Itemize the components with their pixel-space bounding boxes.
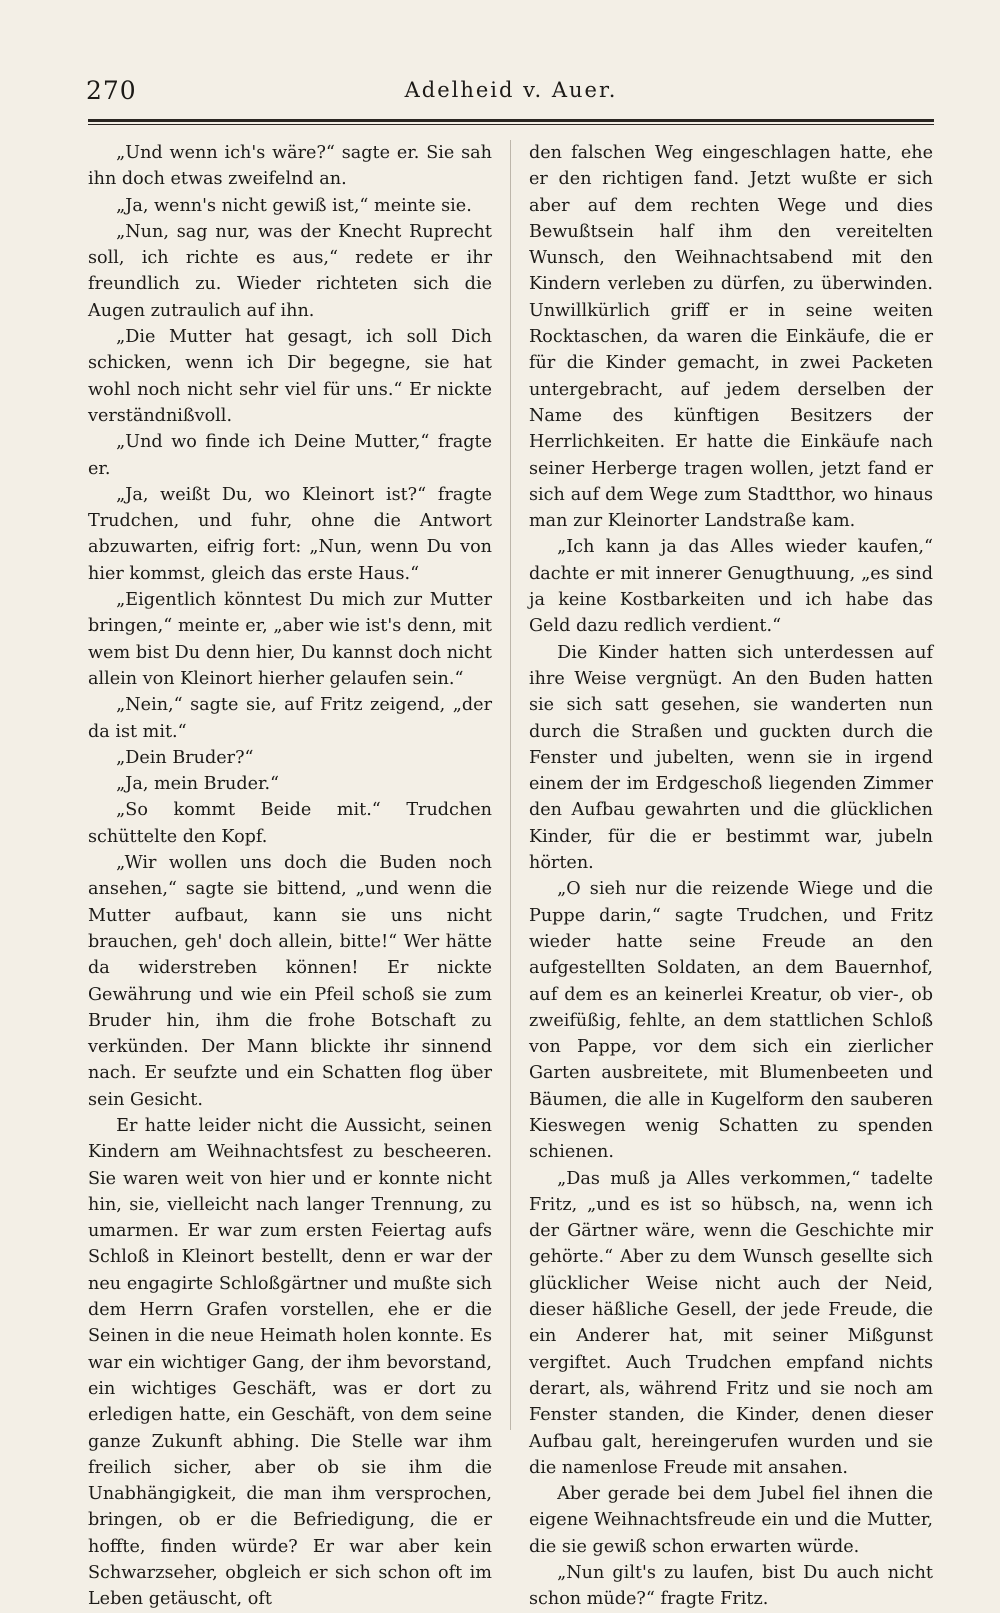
paragraph: „Nein,“ sagte sie, auf Fritz zeigend, „der da ist mit.“: [88, 695, 492, 742]
paragraph: „Nun gilt's zu laufen, bist Du auch nicht schon müde?“ fragte Fritz.: [529, 1563, 933, 1610]
page-number: 270: [86, 76, 137, 105]
paragraph: „Nun, sag nur, was der Knecht Ruprecht soll, ich richte es aus,“ redete er ihr freundlich zu. Wieder richteten sich die Augen zutraulich auf ihn.: [88, 221, 492, 321]
column-divider: [510, 140, 511, 1430]
paragraph: „Eigentlich könntest Du mich zur Mutter bringen,“ meinte er, „aber wie ist's denn, mit wem bist Du denn hier, Du kannst doch nicht allein von Kleinort hierher gelaufen sein.“: [88, 590, 492, 689]
paragraph: „O sieh nur die reizende Wiege und die Puppe darin,“ sagte Trudchen, und Fritz wieder hatte seine Freude an den aufgestellten Soldaten, an dem Bauernhof, auf dem es an keinerlei Kreatur, ob vier-, ob zweifüßig, fehlte, an dem stattlichen Schloß von Pappe, vor dem sich ein zierlicher Garten ausbreitete, mit Blumenbeeten und Bäumen, die alle in Kugelform den sauberen Kieswegen wenig Schatten zu spenden schienen.: [529, 879, 933, 1163]
left-column: [88, 140, 492, 1613]
paragraph: „Und wenn ich's wäre?“ sagte er. Sie sah ihn doch etwas zweifelnd an.: [88, 143, 492, 190]
paragraph: „Dein Bruder?“: [116, 747, 254, 768]
page-header: [86, 76, 936, 110]
paragraph: „So kommt Beide mit.“ Trudchen schüttelte den Kopf.: [88, 800, 492, 847]
paragraph: „Wir wollen uns doch die Buden noch ansehen,“ sagte sie bittend, „und wenn die Mutter aufbaut, kann sie uns nicht brauchen, geh' doch allein, bitte!“ Wer hätte da widerstreben können! Er nickte Gewährung und wie ein Pfeil schoß sie zum Bruder hin, ihm die frohe Botschaft zu verkünden. Der Mann blickte ihr sinnend nach. Er seufzte und ein Schatten flog über sein Gesicht.: [88, 853, 492, 1110]
running-head: Adelheid v. Auer.: [404, 78, 618, 102]
paragraph: „Ich kann ja das Alles wieder kaufen,“ dachte er mit innerer Genugthuung, „es sind ja keine Kostbarkeiten und ich habe das Geld dazu redlich verdient.“: [529, 537, 933, 637]
paragraph: Die Kinder hatten sich unterdessen auf ihre Weise vergnügt. An den Buden hatten sie sich satt gesehen, sie wanderten nun durch die Straßen und guckten durch die Fenster und jubelten, wenn sie in irgend einem der im Erdgeschoß liegenden Zimmer den Aufbau gewahrten und die glücklichen Kinder, für die er bestimmt war, jubeln hörten.: [529, 642, 933, 874]
paragraph: „Und wo finde ich Deine Mutter,“ fragte er.: [88, 432, 492, 479]
paragraph: „Ja, wenn's nicht gewiß ist,“ meinte sie.: [116, 195, 472, 216]
paragraph: „Ja, mein Bruder.“: [116, 774, 280, 795]
paragraph: „Ja, weißt Du, wo Kleinort ist?“ fragte Trudchen, und fuhr, ohne die Antwort abzuwarten, eifrig fort: „Nun, wenn Du von hier kommst, gleich das erste Haus.“: [88, 484, 492, 584]
paragraph: „Die Mutter hat gesagt, ich soll Dich schicken, wenn ich Dir begegne, sie hat wohl noch nicht sehr viel für uns.“ Er nickte verständnißvoll.: [88, 327, 492, 426]
header-rule: [88, 119, 934, 125]
paragraph: Aber gerade bei dem Jubel fiel ihnen die eigene Weihnachtsfreude ein und die Mutter, die sie gewiß schon erwarten würde.: [529, 1484, 933, 1557]
right-column: [529, 140, 933, 1613]
paragraph: „Das muß ja Alles verkommen,“ tadelte Fritz, „und es ist so hübsch, na, wenn ich der Gärtner wäre, wenn die Geschichte mir gehörte.“ Aber zu dem Wunsch gesellte sich glücklicher Weise nicht auch der Neid, dieser häßliche Gesell, der jede Freude, die ein Anderer hat, mit seiner Mißgunst vergiftet. Auch Trudchen empfand nichts derart, als, während Fritz und sie noch am Fenster standen, die Kinder, denen dieser Aufbau galt, hereingerufen wurden und sie die namenlose Freude mit ansahen.: [529, 1168, 933, 1478]
paragraph: Er hatte leider nicht die Aussicht, seinen Kindern am Weihnachtsfest zu bescheeren. Sie waren weit von hier und er konnte nicht hin, sie, vielleicht nach langer Trennung, zu umarmen. Er war zum ersten Feiertag aufs Schloß in Kleinort bestellt, denn er war der neu engagirte Schloßgärtner und mußte sich dem Herrn Grafen vorstellen, ehe er die Seinen in die neue Heimath holen konnte. Es war ein wichtiger Gang, der ihm bevorstand, ein wichtiges Geschäft, was er dort zu erledigen hatte, ein Geschäft, von dem seine ganze Zukunft abhing. Die Stelle war ihm freilich sicher, aber ob sie ihm die Unabhängigkeit, die man ihm versprochen, bringen, ob er die Befriedigung, die er hoffte, finden würde? Er war aber kein Schwarzseher, obgleich er sich schon oft im Leben getäuscht, oft: [88, 1115, 492, 1610]
paragraph: den falschen Weg eingeschlagen hatte, ehe er den richtigen fand. Jetzt wußte er sich aber auf dem rechten Wege und dies Bewußtsein half ihm den vereitelten Wunsch, den Weihnachtsabend mit den Kindern verleben zu dürfen, zu überwinden. Unwillkürlich griff er in seine weiten Rocktaschen, da waren die Einkäufe, die er für die Kinder gemacht, in zwei Packeten untergebracht, auf jedem derselben der Name des künftigen Besitzers der Herrlichkeiten. Er hatte die Einkäufe nach seiner Herberge tragen wollen, jetzt fand er sich auf dem Wege zum Stadtthor, wo hinaus man zur Kleinorter Landstraße kam.: [529, 143, 933, 532]
